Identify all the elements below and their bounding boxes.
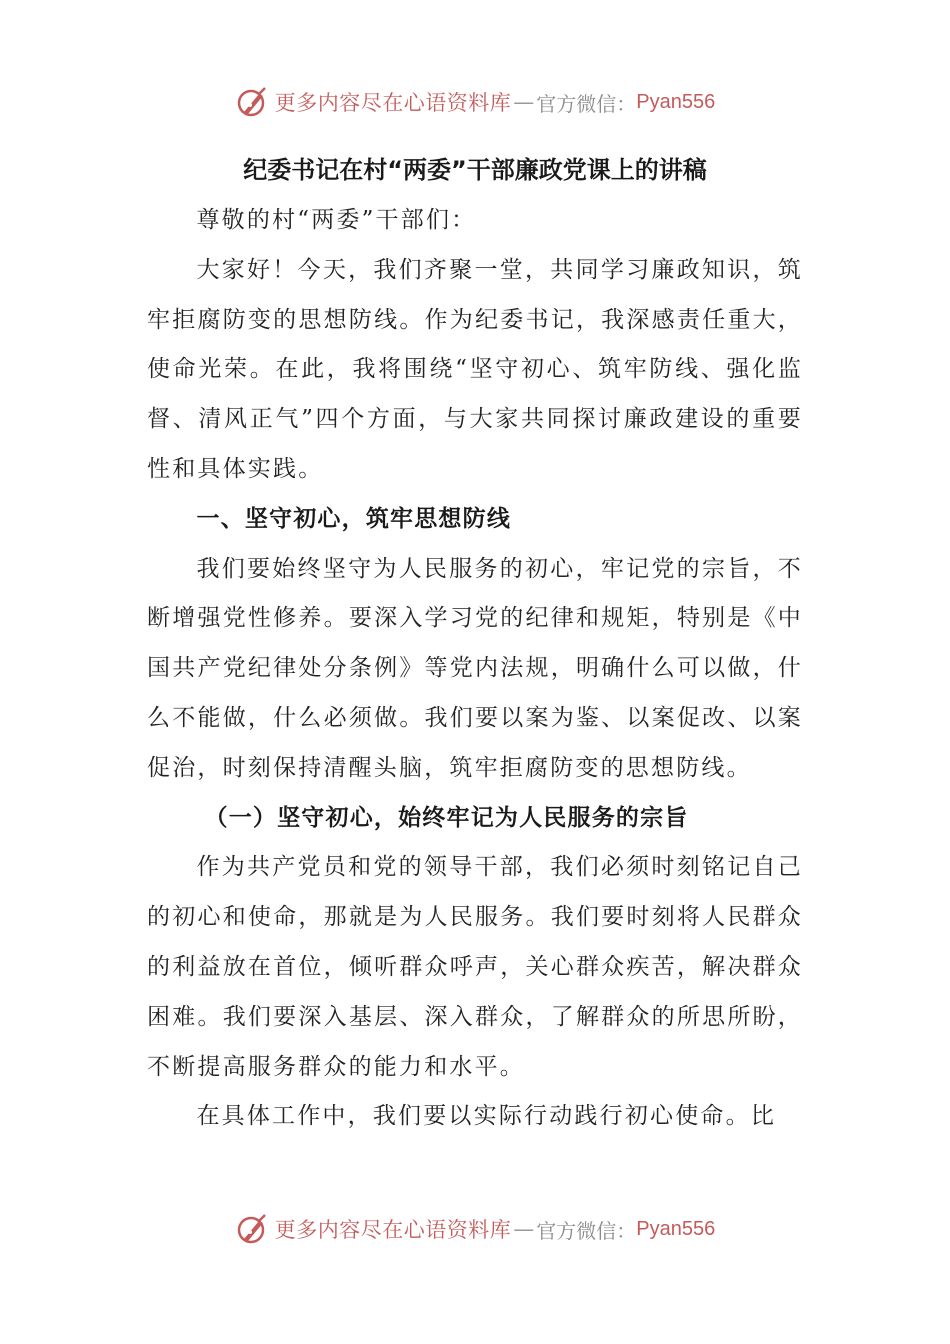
watermark-wechat-label: 官方微信： bbox=[536, 91, 637, 116]
watermark-dash: — bbox=[513, 90, 535, 114]
subsection-1-paragraph: 作为共产党员和党的领导干部，我们必须时刻铭记自己的初心和使命，那就是为人民服务。我们要时刻将人民群众的利益放在首位，倾听群众呼声，关心群众疾苦，解决群众困难。我们要深入基层、深入群众，了解群众的所思所盼，不断提高服务群众的能力和水平。 bbox=[147, 854, 803, 1080]
salutation: 尊敬的村“两委”干部们： bbox=[196, 207, 477, 233]
watermark-wechat-id: Pyan556 bbox=[636, 90, 716, 113]
watermark-site-text: 更多内容尽在心语资料库 bbox=[274, 91, 512, 115]
pen-nib-circle-icon bbox=[235, 85, 269, 119]
watermark-site-text: 更多内容尽在心语资料库 bbox=[274, 1218, 512, 1242]
document-title: 纪委书记在村“两委”干部廉政党课上的讲稿 bbox=[243, 156, 707, 184]
subsection-heading-1: （一）坚守初心，始终牢记为人民服务的宗旨 bbox=[204, 804, 689, 831]
watermark-wechat-id: Pyan556 bbox=[636, 1217, 716, 1240]
section-heading-1: 一、坚守初心，筑牢思想防线 bbox=[196, 505, 512, 532]
pen-nib-circle-icon bbox=[235, 1212, 269, 1246]
watermark-banner-top bbox=[0, 82, 950, 122]
watermark-banner-bottom bbox=[0, 1209, 950, 1249]
intro-paragraph: 大家好！今天，我们齐聚一堂，共同学习廉政知识，筑牢拒腐防变的思想防线。作为纪委书记，我深感责任重大，使命光荣。在此，我将围绕“坚守初心、筑牢防线、强化监督、清风正气”四个方面，与大家共同探讨廉政建设的重要性和具体实践。 bbox=[147, 256, 803, 482]
document-body bbox=[147, 196, 803, 1142]
watermark-wechat-label: 官方微信： bbox=[536, 1218, 637, 1243]
section-1-paragraph: 我们要始终坚守为人民服务的初心，牢记党的宗旨，不断增强党性修养。要深入学习党的纪律和规矩，特别是《中国共产党纪律处分条例》等党内法规，明确什么可以做，什么不能做，什么必须做。我们要以案为鉴、以案促改、以案促治，时刻保持清醒头脑，筑牢拒腐防变的思想防线。 bbox=[147, 555, 803, 781]
watermark-dash: — bbox=[513, 1217, 535, 1241]
continuation-paragraph: 在具体工作中，我们要以实际行动践行初心使命。比 bbox=[196, 1103, 777, 1130]
